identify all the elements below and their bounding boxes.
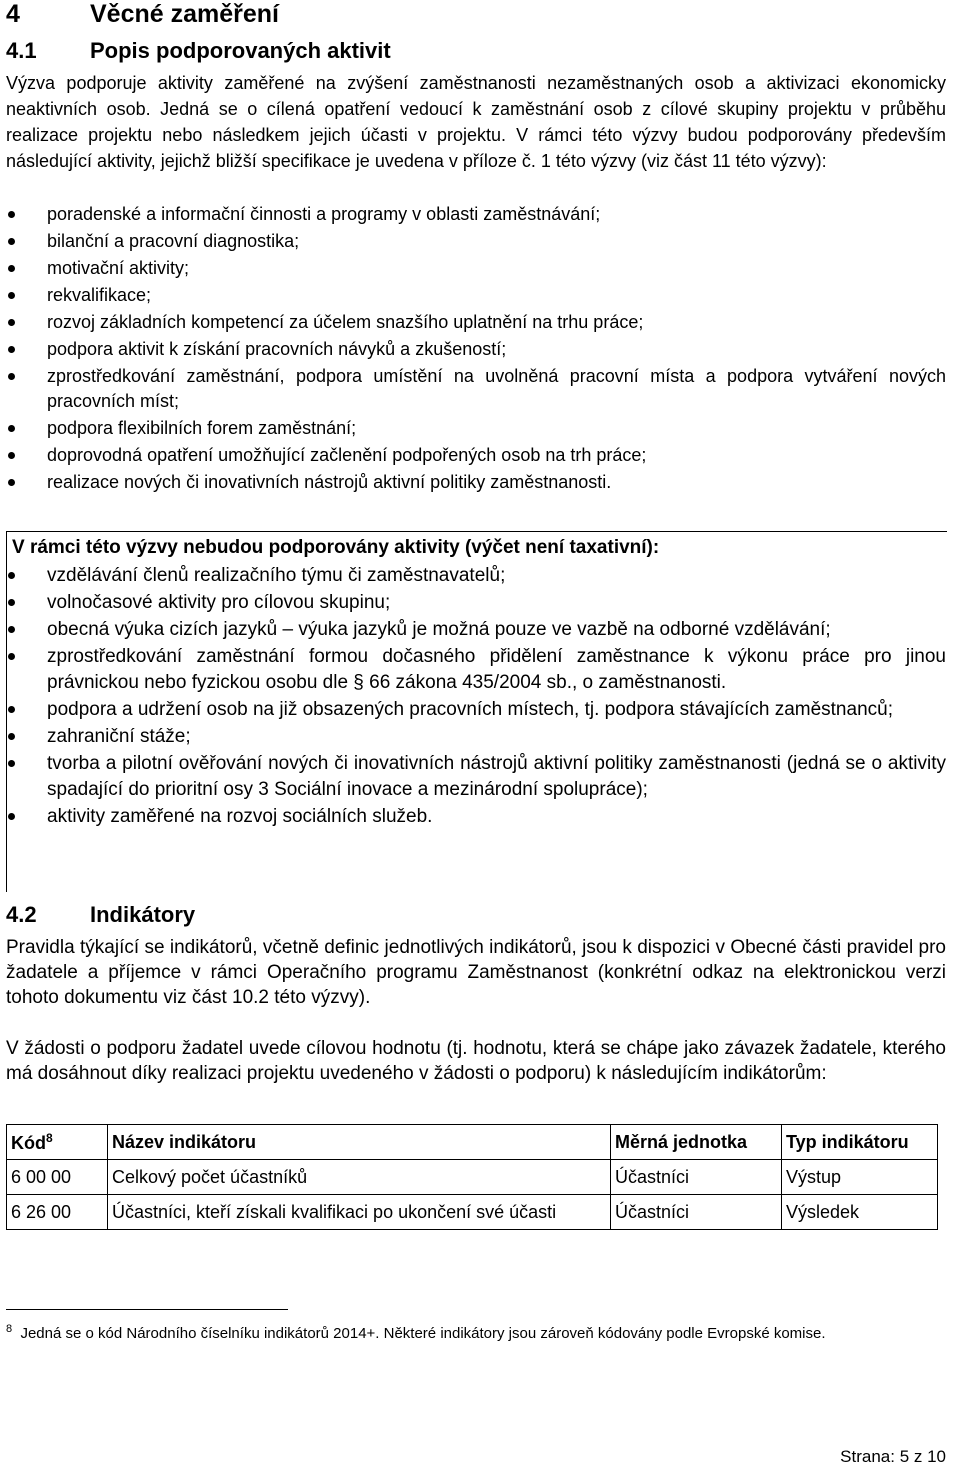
subsection-number: 4.1 bbox=[6, 38, 37, 63]
section-number: 4 bbox=[6, 0, 20, 28]
page-number: Strana: 5 z 10 bbox=[840, 1447, 946, 1466]
footnote-mark: 8 bbox=[6, 1323, 13, 1335]
table-row bbox=[7, 1160, 938, 1195]
intro-paragraph: Výzva podporuje aktivity zaměřené na zvýšení zaměstnanosti nezaměstnaných osob a aktivizaci ekonomicky neaktivních osob. Jedná se o cílená opatření vedoucí k zaměstnání osob z cílové skupiny projektu v průběhu realizace projektu nebo následkem jejich účasti v projektu. V rámci této výzvy budou podporovány především následující aktivity, jejichž bližší specifikace je uvedena v příloze č. 1 této výzvy (viz část 11 této výzvy): bbox=[6, 73, 946, 171]
cell-name: Účastníci, kteří získali kvalifikaci po ukončení své účasti bbox=[108, 1195, 611, 1230]
cell-unit: Účastníci bbox=[611, 1195, 782, 1230]
list-item: podpora flexibilních forem zaměstnání; bbox=[6, 416, 946, 441]
list-item: zprostředkování zaměstnání formou dočasného přidělení zaměstnance k výkonu práce pro jinou právnickou nebo fyzickou osobu dle § 66 zákona 435/2004 sb., o zaměstnanosti. bbox=[6, 644, 946, 696]
cell-unit: Účastníci bbox=[611, 1160, 782, 1195]
footnote bbox=[6, 1318, 946, 1345]
list-item: realizace nových či inovativních nástrojů aktivní politiky zaměstnanosti. bbox=[6, 470, 946, 495]
cell-type: Výsledek bbox=[782, 1195, 938, 1230]
list-item: obecná výuka cizích jazyků – výuka jazyků je možná pouze ve vazbě na odborné vzdělávání; bbox=[6, 617, 946, 643]
list-item: vzdělávání členů realizačního týmu či zaměstnavatelů; bbox=[6, 563, 946, 589]
subsection-title: Indikátory bbox=[90, 902, 196, 927]
list-item: podpora aktivit k získání pracovních návyků a zkušeností; bbox=[6, 337, 946, 362]
section-title: Věcné zaměření bbox=[90, 0, 279, 28]
table-row bbox=[7, 1195, 938, 1230]
list-item: motivační aktivity; bbox=[6, 256, 946, 281]
list-item: aktivity zaměřené na rozvoj sociálních služeb. bbox=[6, 804, 946, 830]
cell-name: Celkový počet účastníků bbox=[108, 1160, 611, 1195]
list-item: zprostředkování zaměstnání, podpora umístění na uvolněná pracovní místa a podpora vytváření nových pracovních míst; bbox=[6, 364, 946, 414]
supported-activities-list bbox=[6, 202, 946, 497]
list-item: podpora a udržení osob na již obsazených pracovních místech, tj. podpora stávajících zaměstnanců; bbox=[6, 697, 946, 723]
table-header-row bbox=[7, 1125, 938, 1160]
footnote-text: Jedná se o kód Národního číselníku indikátorů 2014+. Některé indikátory jsou zároveň kódovány podle Evropské komise. bbox=[20, 1325, 826, 1342]
header-name: Název indikátoru bbox=[108, 1125, 611, 1160]
header-unit: Měrná jednotka bbox=[611, 1125, 782, 1160]
list-item: zahraniční stáže; bbox=[6, 724, 946, 750]
list-item: rozvoj základních kompetencí za účelem snazšího uplatnění na trhu práce; bbox=[6, 310, 946, 335]
list-item: rekvalifikace; bbox=[6, 283, 946, 308]
subsection-heading-4-2 bbox=[6, 902, 195, 928]
indicators-paragraph-1: Pravidla týkající se indikátorů, včetně definic jednotlivých indikátorů, jsou k dispozici v Obecné části pravidel pro žadatele a příjemce v rámci Operačního programu Zaměstnanost (konkrétní odkaz na elektronickou verzi tohoto dokumentu viz část 10.2 této výzvy). bbox=[6, 937, 946, 1008]
list-item: doprovodná opatření umožňující začlenění podpořených osob na trh práce; bbox=[6, 443, 946, 468]
unsupported-activities-list bbox=[6, 563, 946, 831]
section-heading bbox=[6, 0, 279, 28]
subsection-number: 4.2 bbox=[6, 902, 37, 927]
cell-code: 6 26 00 bbox=[7, 1195, 108, 1230]
list-item: tvorba a pilotní ověřování nových či inovativních nástrojů aktivní politiky zaměstnanosti (jedná se o aktivity spadající do prioritní osy 3 Sociální inovace a mezinárodní spolupráce); bbox=[6, 751, 946, 803]
indicators-paragraph-2: V žádosti o podporu žadatel uvede cílovou hodnotu (tj. hodnotu, která se chápe jako závazek žadatele, kterého má dosáhnout díky realizaci projektu uvedeného v žádosti o podporu) k následujícím indikátorům: bbox=[6, 1038, 946, 1084]
indicators-table bbox=[6, 1124, 938, 1230]
footnote-ref: 8 bbox=[46, 1130, 53, 1145]
subsection-title: Popis podporovaných aktivit bbox=[90, 38, 391, 63]
header-code: Kód$^8$ bbox=[7, 1125, 108, 1160]
unsupported-title: V rámci této výzvy nebudou podporovány aktivity (výčet není taxativní): bbox=[12, 537, 660, 558]
footnote-separator bbox=[6, 1309, 288, 1310]
list-item: bilanční a pracovní diagnostika; bbox=[6, 229, 946, 254]
list-item: poradenské a informační činnosti a programy v oblasti zaměstnávání; bbox=[6, 202, 946, 227]
header-type: Typ indikátoru bbox=[782, 1125, 938, 1160]
subsection-heading-4-1 bbox=[6, 38, 391, 64]
list-item: volnočasové aktivity pro cílovou skupinu; bbox=[6, 590, 946, 616]
cell-type: Výstup bbox=[782, 1160, 938, 1195]
cell-code: 6 00 00 bbox=[7, 1160, 108, 1195]
